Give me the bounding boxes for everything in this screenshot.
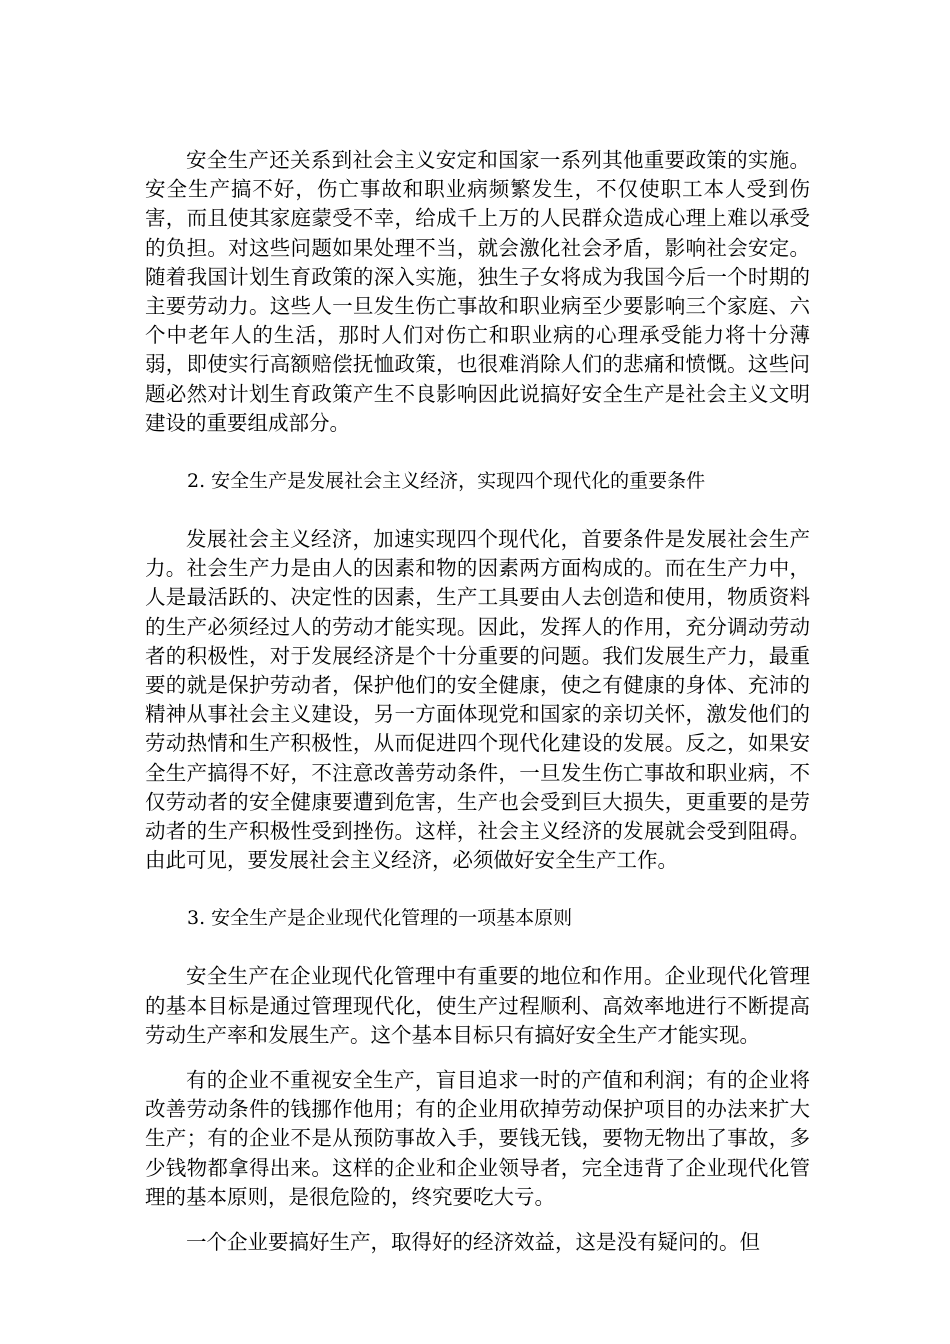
- paragraph-spacer: [145, 438, 810, 467]
- section-heading-2: 2. 安全生产是发展社会主义经济，实现四个现代化的重要条件: [187, 470, 706, 493]
- document-body: [145, 146, 810, 1257]
- paragraph-spacer: [145, 875, 810, 904]
- paragraph-economic-development: 发展社会主义经济，加速实现四个现代化，首要条件是发展社会生产力。社会生产力是由人的因素和物的因素两方面构成的。而在生产力中，人是最活跃的、决定性的因素，生产工具要由人去创造和使用，物质资料的生产必须经过人的劳动才能实现。因此，发挥人的作用，充分调动劳动者的积极性，对于发展经济是个十分重要的问题。我们发展生产力，最重要的就是保护劳动者，保护他们的安全健康，使之有健康的身体、充沛的精神从事社会主义建设，另一方面体现党和国家的亲切关怀，激发他们的劳动热情和生产积极性，从而促进四个现代化建设的发展。反之，如果安全生产搞得不好，不注意改善劳动条件，一旦发生伤亡事故和职业病，不仅劳动者的安全健康要遭到危害，生产也会受到巨大损失，更重要的是劳动者的生产积极性受到挫伤。这样，社会主义经济的发展就会受到阻碍。由此可见，要发展社会主义经济，必须做好安全生产工作。: [145, 527, 810, 873]
- paragraph-spacer: [145, 496, 810, 525]
- section-heading-3: 3. 安全生产是企业现代化管理的一项基本原则: [187, 907, 573, 930]
- paragraph-spacer: [145, 1212, 810, 1228]
- paragraph-negative-examples: 有的企业不重视安全生产，盲目追求一时的产值和利润；有的企业将改善劳动条件的钱挪作他用；有的企业用砍掉劳动保护项目的办法来扩大生产；有的企业不是从预防事故入手，要钱无钱，要物无物出了事故，多少钱物都拿得出来。这样的企业和企业领导者，完全违背了企业现代化管理的基本原则，是很危险的，终究要吃大亏。: [145, 1068, 810, 1209]
- paragraph-enterprise-production: 一个企业要搞好生产，取得好的经济效益，这是没有疑问的。但: [186, 1230, 760, 1255]
- paragraph-modern-management: 安全生产在企业现代化管理中有重要的地位和作用。企业现代化管理的基本目标是通过管理现代化，使生产过程顺利、高效率地进行不断提高劳动生产率和发展生产。这个基本目标只有搞好安全生产才能实现。: [145, 964, 810, 1047]
- paragraph-spacer: [145, 933, 810, 962]
- paragraph-spacer: [145, 1050, 810, 1066]
- paragraph-social-stability: 安全生产还关系到社会主义安定和国家一系列其他重要政策的实施。安全生产搞不好，伤亡事故和职业病频繁发生，不仅使职工本人受到伤害，而且使其家庭蒙受不幸，给成千上万的人民群众造成心理上难以承受的负担。对这些问题如果处理不当，就会激化社会矛盾，影响社会安定。随着我国计划生育政策的深入实施，独生子女将成为我国今后一个时期的主要劳动力。这些人一旦发生伤亡事故和职业病至少要影响三个家庭、六个中老年人的生活，那时人们对伤亡和职业病的心理承受能力将十分薄弱，即使实行高额赔偿抚恤政策，也很难消除人们的悲痛和愤慨。这些问题必然对计划生育政策产生不良影响因此说搞好安全生产是社会主义文明建设的重要组成部分。: [145, 148, 810, 435]
